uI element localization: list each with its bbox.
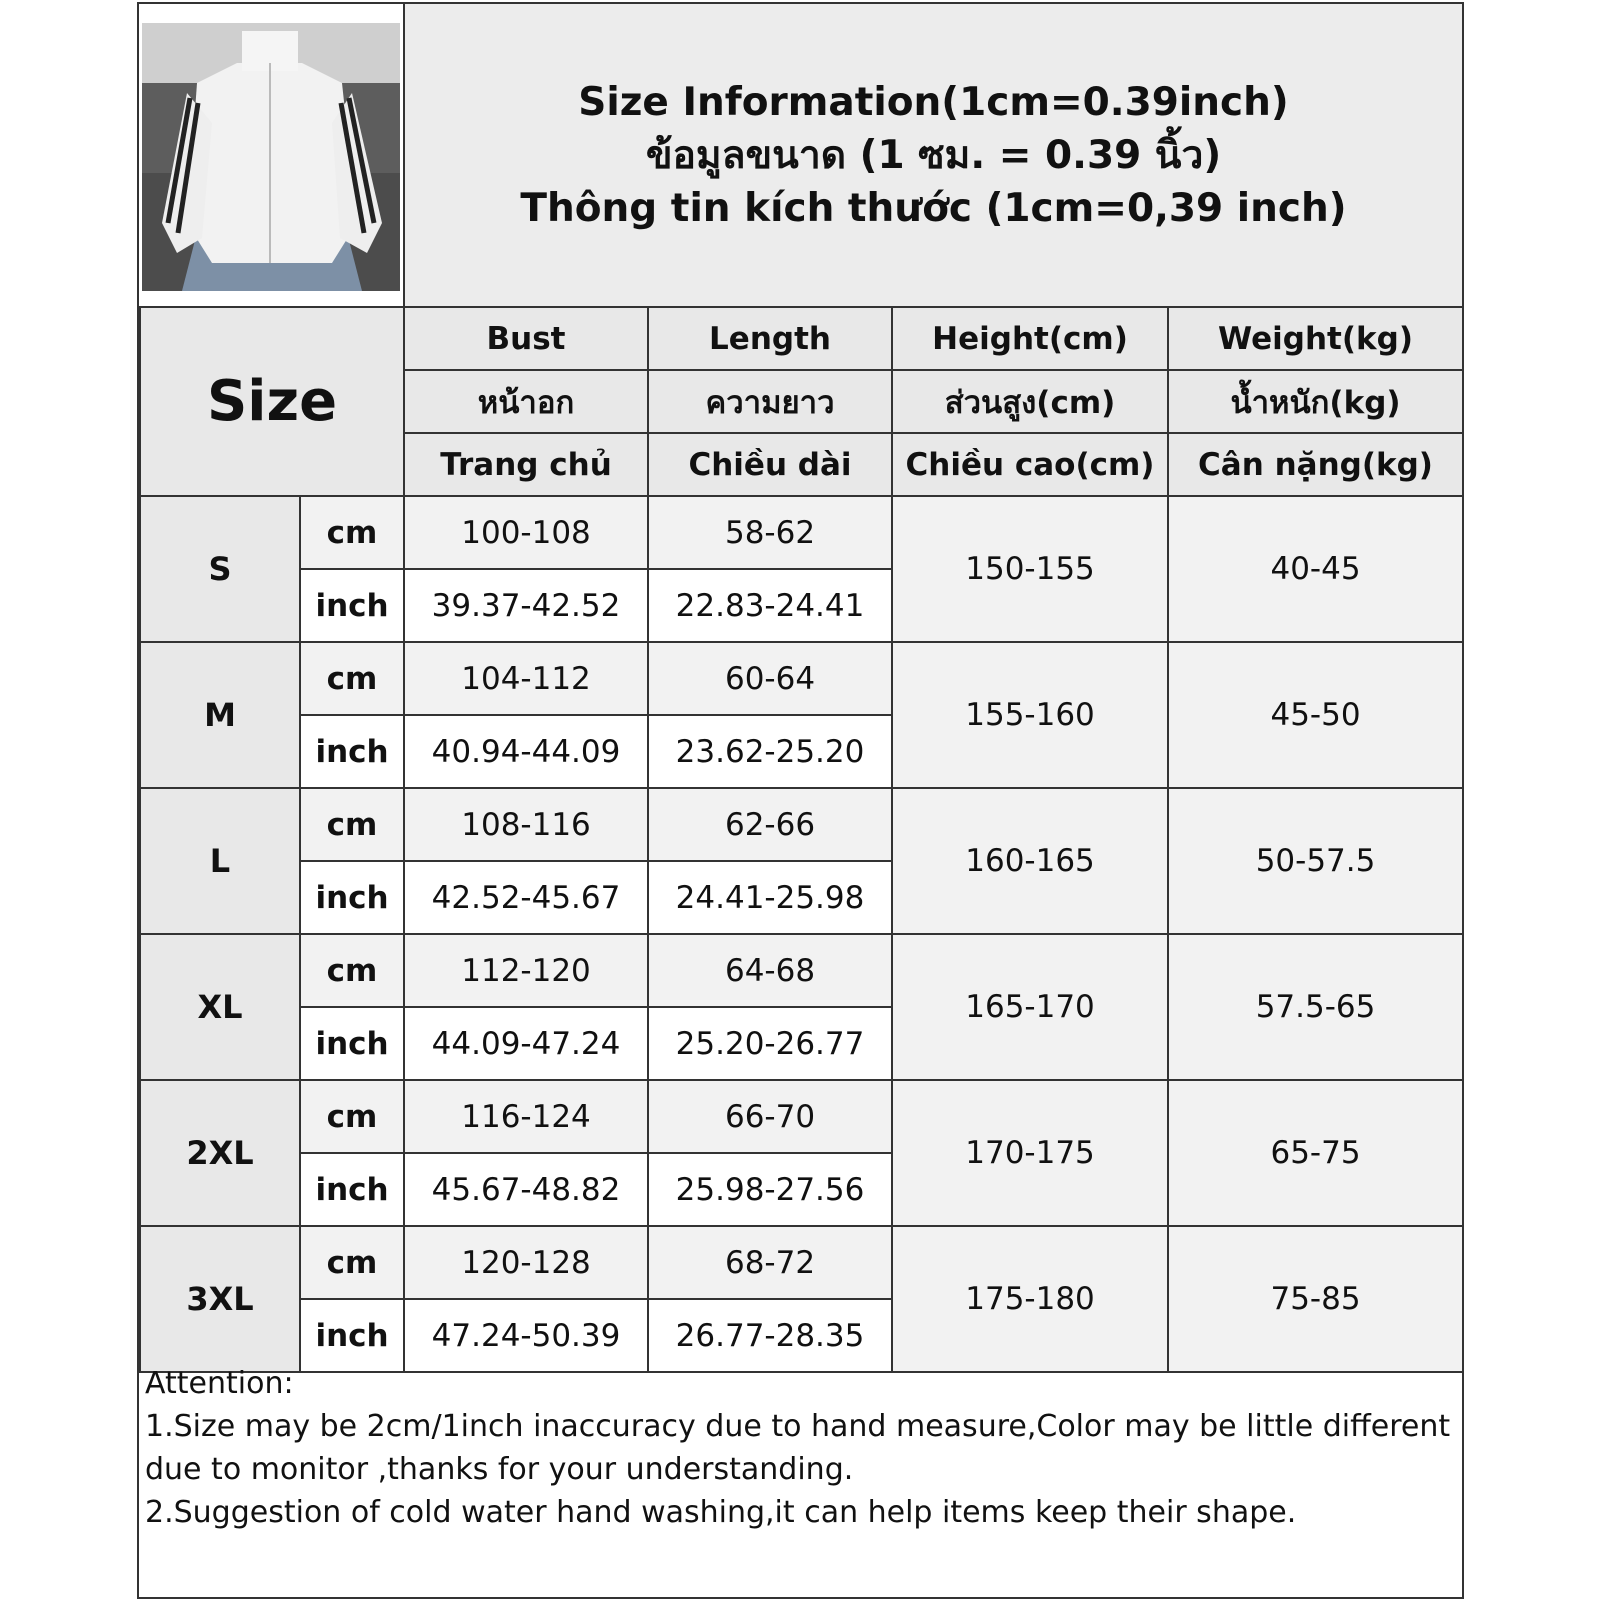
size-label: M: [140, 642, 300, 788]
jacket-photo-image: [142, 23, 400, 291]
weight-value: 65-75: [1168, 1080, 1463, 1226]
bust-cm: 116-124: [404, 1080, 648, 1153]
unit-cm: cm: [300, 642, 404, 715]
col-weight-vi: Cân nặng(kg): [1168, 433, 1463, 496]
length-inch: 25.98-27.56: [648, 1153, 892, 1226]
size-label: 2XL: [140, 1080, 300, 1226]
length-cm: 66-70: [648, 1080, 892, 1153]
size-label: 3XL: [140, 1226, 300, 1372]
notes-heading: Attention:: [145, 1366, 294, 1401]
col-bust-vi: Trang chủ: [404, 433, 648, 496]
size-label: L: [140, 788, 300, 934]
height-value: 165-170: [892, 934, 1168, 1080]
unit-cm: cm: [300, 1226, 404, 1299]
size-chart-sheet: [137, 2, 1464, 1599]
height-value: 170-175: [892, 1080, 1168, 1226]
bust-cm: 120-128: [404, 1226, 648, 1299]
unit-cm: cm: [300, 1080, 404, 1153]
height-value: 175-180: [892, 1226, 1168, 1372]
bust-inch: 44.09-47.24: [404, 1007, 648, 1080]
unit-inch: inch: [300, 715, 404, 788]
col-weight-en: Weight(kg): [1168, 307, 1463, 370]
table-row: [140, 496, 1463, 569]
length-inch: 22.83-24.41: [648, 569, 892, 642]
col-height-en: Height(cm): [892, 307, 1168, 370]
title-box: [405, 4, 1462, 306]
size-label: XL: [140, 934, 300, 1080]
attention-notes: [139, 1358, 1462, 1597]
title-english: Size Information(1cm=0.39inch): [578, 79, 1289, 125]
length-inch: 23.62-25.20: [648, 715, 892, 788]
length-cm: 60-64: [648, 642, 892, 715]
weight-value: 57.5-65: [1168, 934, 1463, 1080]
weight-value: 45-50: [1168, 642, 1463, 788]
length-inch: 26.77-28.35: [648, 1299, 892, 1372]
col-height-vi: Chiều cao(cm): [892, 433, 1168, 496]
bust-inch: 40.94-44.09: [404, 715, 648, 788]
col-length-en: Length: [648, 307, 892, 370]
title-vietnamese: Thông tin kích thước (1cm=0,39 inch): [520, 185, 1347, 231]
notes-line-3: 2.Suggestion of cold water hand washing,it can help items keep their shape.: [145, 1495, 1297, 1530]
table-row: [140, 788, 1463, 861]
size-table: [139, 306, 1464, 1373]
table-row: [140, 1080, 1463, 1153]
unit-inch: inch: [300, 861, 404, 934]
table-row: [140, 642, 1463, 715]
weight-value: 75-85: [1168, 1226, 1463, 1372]
table-row: [140, 1226, 1463, 1299]
height-value: 155-160: [892, 642, 1168, 788]
notes-line-1: 1.Size may be 2cm/1inch inaccuracy due to hand measure,Color may be little different: [145, 1409, 1451, 1444]
height-value: 150-155: [892, 496, 1168, 642]
table-row: [140, 934, 1463, 1007]
col-bust-en: Bust: [404, 307, 648, 370]
unit-cm: cm: [300, 934, 404, 1007]
unit-inch: inch: [300, 1299, 404, 1372]
bust-inch: 45.67-48.82: [404, 1153, 648, 1226]
bust-cm: 112-120: [404, 934, 648, 1007]
product-photo: [139, 4, 405, 306]
chart-header: [139, 4, 1462, 306]
height-value: 160-165: [892, 788, 1168, 934]
unit-inch: inch: [300, 1007, 404, 1080]
col-weight-th: น้ำหนัก(kg): [1168, 370, 1463, 433]
col-length-th: ความยาว: [648, 370, 892, 433]
notes-line-2: due to monitor ,thanks for your understanding.: [145, 1452, 854, 1487]
bust-inch: 42.52-45.67: [404, 861, 648, 934]
col-bust-th: หน้าอก: [404, 370, 648, 433]
unit-cm: cm: [300, 496, 404, 569]
weight-value: 40-45: [1168, 496, 1463, 642]
bust-inch: 47.24-50.39: [404, 1299, 648, 1372]
bust-cm: 108-116: [404, 788, 648, 861]
col-height-th: ส่วนสูง(cm): [892, 370, 1168, 433]
unit-inch: inch: [300, 569, 404, 642]
length-cm: 64-68: [648, 934, 892, 1007]
unit-inch: inch: [300, 1153, 404, 1226]
col-length-vi: Chiều dài: [648, 433, 892, 496]
bust-cm: 104-112: [404, 642, 648, 715]
length-cm: 68-72: [648, 1226, 892, 1299]
weight-value: 50-57.5: [1168, 788, 1463, 934]
length-inch: 24.41-25.98: [648, 861, 892, 934]
bust-inch: 39.37-42.52: [404, 569, 648, 642]
length-cm: 62-66: [648, 788, 892, 861]
header-row-english: [140, 307, 1463, 370]
bust-cm: 100-108: [404, 496, 648, 569]
unit-cm: cm: [300, 788, 404, 861]
size-label: S: [140, 496, 300, 642]
length-inch: 25.20-26.77: [648, 1007, 892, 1080]
title-thai: ข้อมูลขนาด (1 ซม. = 0.39 นิ้ว): [645, 132, 1222, 178]
size-header: Size: [140, 307, 404, 496]
length-cm: 58-62: [648, 496, 892, 569]
